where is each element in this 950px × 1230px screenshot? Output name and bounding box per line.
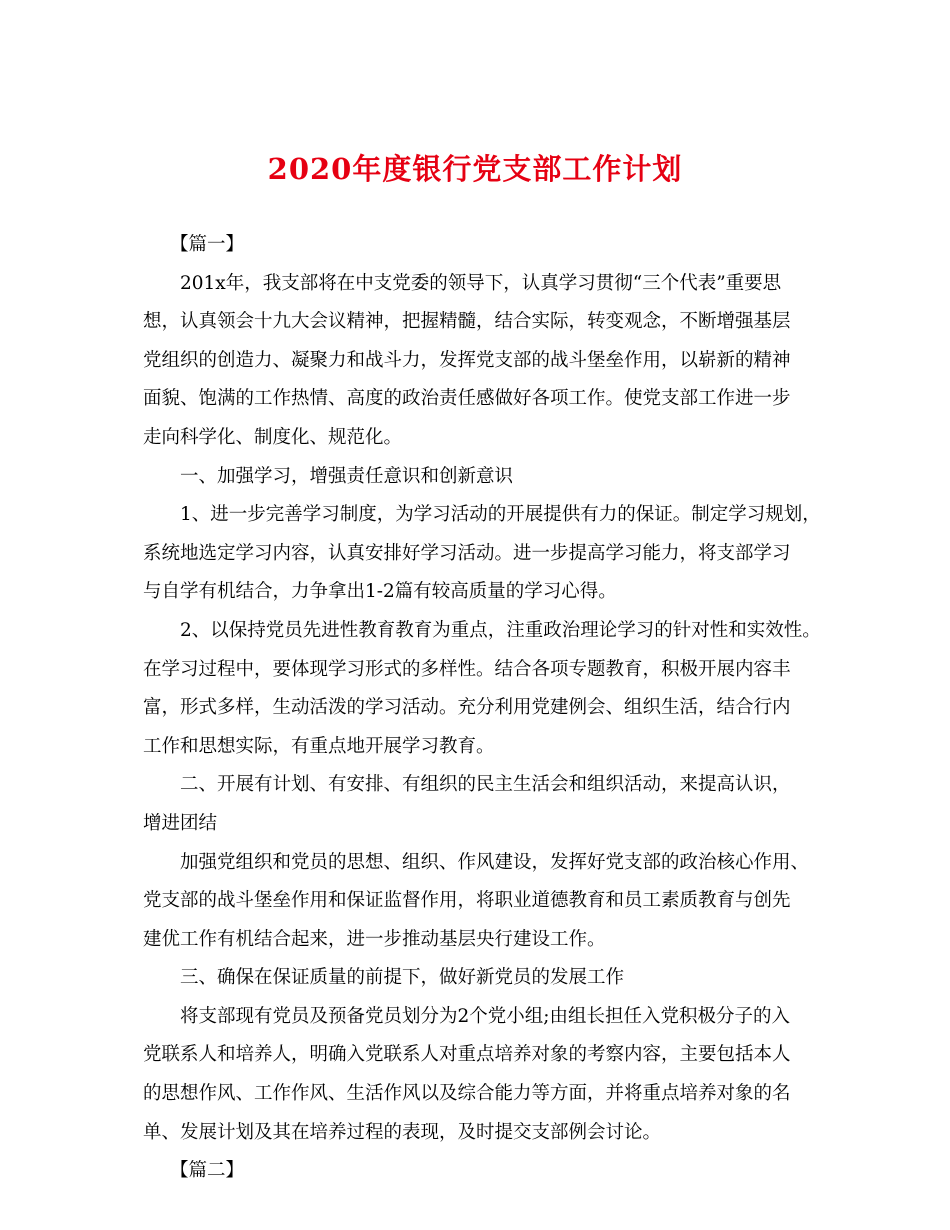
paragraph-line: 建优工作有机结合起来，进一步推动基层央行建设工作。 bbox=[143, 928, 606, 950]
paragraph-line: 工作和思想实际，有重点地开展学习教育。 bbox=[143, 735, 495, 757]
paragraph-line: 加强党组织和党员的思想、组织、作风建设，发挥好党支部的政治核心作用、 bbox=[180, 851, 810, 873]
paragraph-line: 增进团结 bbox=[143, 812, 218, 834]
paragraph-line: 201x年，我支部将在中支党委的领导下，认真学习贯彻“三个代表”重要思 bbox=[180, 272, 782, 294]
section-heading-tag: 【篇一】 bbox=[170, 234, 245, 255]
paragraph-line: 党支部的战斗堡垒作用和保证监督作用，将职业道德教育和员工素质教育与创先 bbox=[143, 890, 791, 912]
paragraph-line: 想，认真领会十九大会议精神，把握精髓，结合实际，转变观念，不断增强基层 bbox=[143, 311, 791, 333]
paragraph-line: 的思想作风、工作作风、生活作风以及综合能力等方面，并将重点培养对象的名 bbox=[143, 1083, 791, 1105]
paragraph-line: 将支部现有党员及预备党员划分为2个党小组;由组长担任入党积极分子的入 bbox=[180, 1005, 791, 1027]
paragraph-line: 2、以保持党员先进性教育教育为重点，注重政治理论学习的针对性和实效性。 bbox=[180, 619, 821, 641]
paragraph-line: 富，形式多样，生动活泼的学习活动。充分利用党建例会、组织生活，结合行内 bbox=[143, 697, 791, 719]
document-body bbox=[143, 226, 823, 1191]
paragraph-line: 党联系人和培养人，明确入党联系人对重点培养对象的考察内容，主要包括本人 bbox=[143, 1044, 791, 1066]
paragraph-line: 走向科学化、制度化、规范化。 bbox=[143, 426, 403, 448]
section-heading-tag: 【篇二】 bbox=[170, 1160, 245, 1182]
paragraph-line: 1、进一步完善学习制度，为学习活动的开展提供有力的保证。制定学习规划， bbox=[180, 504, 821, 526]
paragraph-line: 党组织的创造力、凝聚力和战斗力，发挥党支部的战斗堡垒作用，以崭新的精神 bbox=[143, 349, 791, 371]
document-title: 2020年度银行党支部工作计划 bbox=[267, 152, 683, 187]
paragraph-line: 在学习过程中，要体现学习形式的多样性。结合各项专题教育，积极开展内容丰 bbox=[143, 658, 791, 680]
paragraph-line: 三、确保在保证质量的前提下，做好新党员的发展工作 bbox=[180, 967, 625, 989]
paragraph-line: 一、加强学习，增强责任意识和创新意识 bbox=[180, 465, 514, 487]
paragraph-line: 系统地选定学习内容，认真安排好学习活动。进一步提高学习能力，将支部学习 bbox=[143, 542, 791, 564]
paragraph-line: 面貌、饱满的工作热情、高度的政治责任感做好各项工作。使党支部工作进一步 bbox=[143, 388, 791, 410]
paragraph-line: 单、发展计划及其在培养过程的表现，及时提交支部例会讨论。 bbox=[143, 1121, 662, 1143]
paragraph-line: 与自学有机结合，力争拿出1-2篇有较高质量的学习心得。 bbox=[143, 581, 617, 603]
paragraph-line: 二、开展有计划、有安排、有组织的民主生活会和组织活动，来提高认识， bbox=[180, 774, 791, 796]
